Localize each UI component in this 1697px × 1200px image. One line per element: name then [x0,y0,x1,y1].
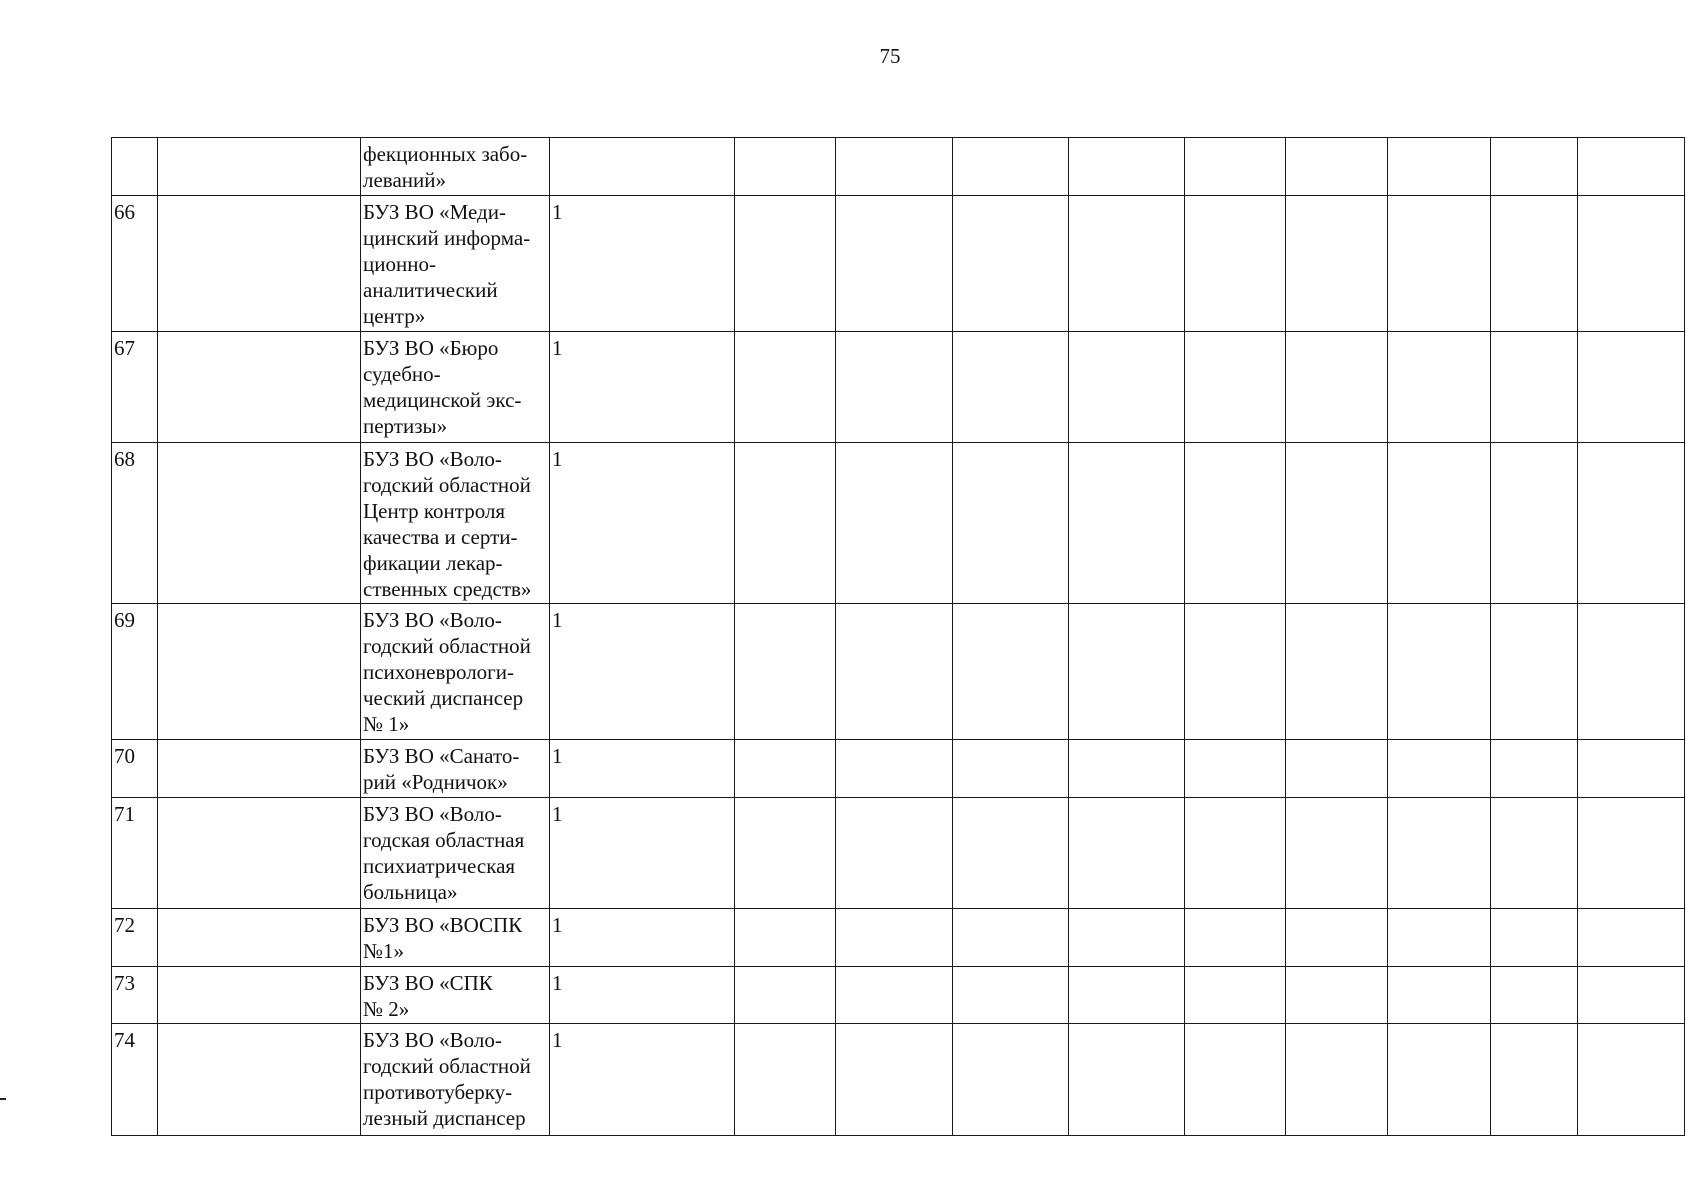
empty-cell [1491,196,1578,332]
institution-name: БУЗ ВО «Санато- рий «Родничок» [361,740,550,798]
empty-cell [1491,967,1578,1024]
table-row [112,909,1685,967]
institution-name: БУЗ ВО «Воло- годский областной психоневрологи- ческий диспансер № 1» [361,604,550,740]
institution-name: БУЗ ВО «Меди- цинский информа- ционно- аналитический центр» [361,196,550,332]
table-row [112,138,1685,196]
count-value: 1 [550,1024,735,1136]
empty-cell [1578,1024,1685,1136]
empty-cell [1388,967,1491,1024]
empty-cell [953,798,1069,909]
empty-cell [735,443,836,604]
count-value: 1 [550,196,735,332]
empty-cell [1286,1024,1388,1136]
empty-cell [1069,967,1185,1024]
table-row [112,196,1685,332]
institutions-table [111,137,1685,1136]
empty-cell [1491,798,1578,909]
empty-cell [735,138,836,196]
empty-cell [1491,1024,1578,1136]
empty-cell [1185,1024,1286,1136]
table-row [112,798,1685,909]
empty-cell [836,967,953,1024]
empty-cell [836,798,953,909]
empty-cell [836,332,953,443]
empty-cell [1069,740,1185,798]
count-value: 1 [550,798,735,909]
empty-cell [953,909,1069,967]
empty-cell [1491,740,1578,798]
institution-name: БУЗ ВО «СПК № 2» [361,967,550,1024]
empty-cell [1388,909,1491,967]
empty-cell [1185,909,1286,967]
empty-cell [1069,909,1185,967]
empty-cell [158,443,361,604]
empty-cell [1578,909,1685,967]
empty-cell [1388,1024,1491,1136]
empty-cell [1286,332,1388,443]
row-number: 68 [112,443,158,604]
row-number: 70 [112,740,158,798]
empty-cell [1578,332,1685,443]
empty-cell [1388,196,1491,332]
empty-cell [735,740,836,798]
empty-cell [953,138,1069,196]
empty-cell [735,332,836,443]
empty-cell [1578,196,1685,332]
empty-cell [953,740,1069,798]
count-value: 1 [550,967,735,1024]
institution-name: БУЗ ВО «Воло- годский областной противотуберку- лезный диспансер [361,1024,550,1136]
empty-cell [158,967,361,1024]
empty-cell [1185,740,1286,798]
table-row [112,332,1685,443]
empty-cell [1185,138,1286,196]
institution-name: фекционных забо- леваний» [361,138,550,196]
empty-cell [836,604,953,740]
empty-cell [1388,332,1491,443]
page-number: 75 [879,44,901,68]
empty-cell [1069,443,1185,604]
empty-cell [158,740,361,798]
empty-cell [953,196,1069,332]
empty-cell [836,138,953,196]
row-number: 73 [112,967,158,1024]
empty-cell [1388,604,1491,740]
empty-cell [735,798,836,909]
empty-cell [1069,604,1185,740]
empty-cell [1069,196,1185,332]
row-number: 67 [112,332,158,443]
empty-cell [1185,967,1286,1024]
empty-cell [953,443,1069,604]
count-value [550,138,735,196]
table-row [112,604,1685,740]
empty-cell [1286,798,1388,909]
table-row [112,967,1685,1024]
table-row [112,1024,1685,1136]
table-row [112,740,1685,798]
empty-cell [158,196,361,332]
empty-cell [1491,909,1578,967]
row-number [112,138,158,196]
empty-cell [1578,967,1685,1024]
margin-mark [0,1098,6,1100]
institution-name: БУЗ ВО «Воло- годская областная психиатрическая больница» [361,798,550,909]
row-number: 72 [112,909,158,967]
count-value: 1 [550,332,735,443]
empty-cell [1069,798,1185,909]
empty-cell [1185,604,1286,740]
empty-cell [1286,967,1388,1024]
count-value: 1 [550,740,735,798]
empty-cell [1286,604,1388,740]
count-value: 1 [550,909,735,967]
empty-cell [1388,740,1491,798]
table-row [112,443,1685,604]
empty-cell [953,1024,1069,1136]
empty-cell [1578,604,1685,740]
empty-cell [1185,332,1286,443]
empty-cell [836,196,953,332]
empty-cell [735,604,836,740]
empty-cell [836,1024,953,1136]
empty-cell [836,740,953,798]
empty-cell [158,798,361,909]
row-number: 74 [112,1024,158,1136]
empty-cell [1069,138,1185,196]
empty-cell [158,604,361,740]
empty-cell [1388,798,1491,909]
empty-cell [1491,332,1578,443]
empty-cell [1286,909,1388,967]
institution-name: БУЗ ВО «Воло- годский областной Центр контроля качества и серти- фикации лекар- ственных средств» [361,443,550,604]
empty-cell [1185,798,1286,909]
empty-cell [1286,740,1388,798]
empty-cell [1388,443,1491,604]
empty-cell [158,1024,361,1136]
institution-name: БУЗ ВО «Бюро судебно- медицинской экс- пертизы» [361,332,550,443]
empty-cell [953,604,1069,740]
row-number: 69 [112,604,158,740]
empty-cell [1491,138,1578,196]
empty-cell [953,967,1069,1024]
empty-cell [1578,740,1685,798]
empty-cell [1578,443,1685,604]
count-value: 1 [550,604,735,740]
empty-cell [1286,138,1388,196]
empty-cell [1069,332,1185,443]
row-number: 66 [112,196,158,332]
empty-cell [735,967,836,1024]
empty-cell [1185,196,1286,332]
empty-cell [158,332,361,443]
empty-cell [1069,1024,1185,1136]
empty-cell [735,196,836,332]
empty-cell [735,909,836,967]
empty-cell [158,138,361,196]
empty-cell [1388,138,1491,196]
empty-cell [1286,443,1388,604]
empty-cell [836,909,953,967]
empty-cell [735,1024,836,1136]
empty-cell [836,443,953,604]
empty-cell [1578,798,1685,909]
row-number: 71 [112,798,158,909]
institution-name: БУЗ ВО «ВОСПК №1» [361,909,550,967]
empty-cell [953,332,1069,443]
empty-cell [1185,443,1286,604]
empty-cell [1286,196,1388,332]
empty-cell [1491,604,1578,740]
empty-cell [158,909,361,967]
count-value: 1 [550,443,735,604]
empty-cell [1491,443,1578,604]
empty-cell [1578,138,1685,196]
